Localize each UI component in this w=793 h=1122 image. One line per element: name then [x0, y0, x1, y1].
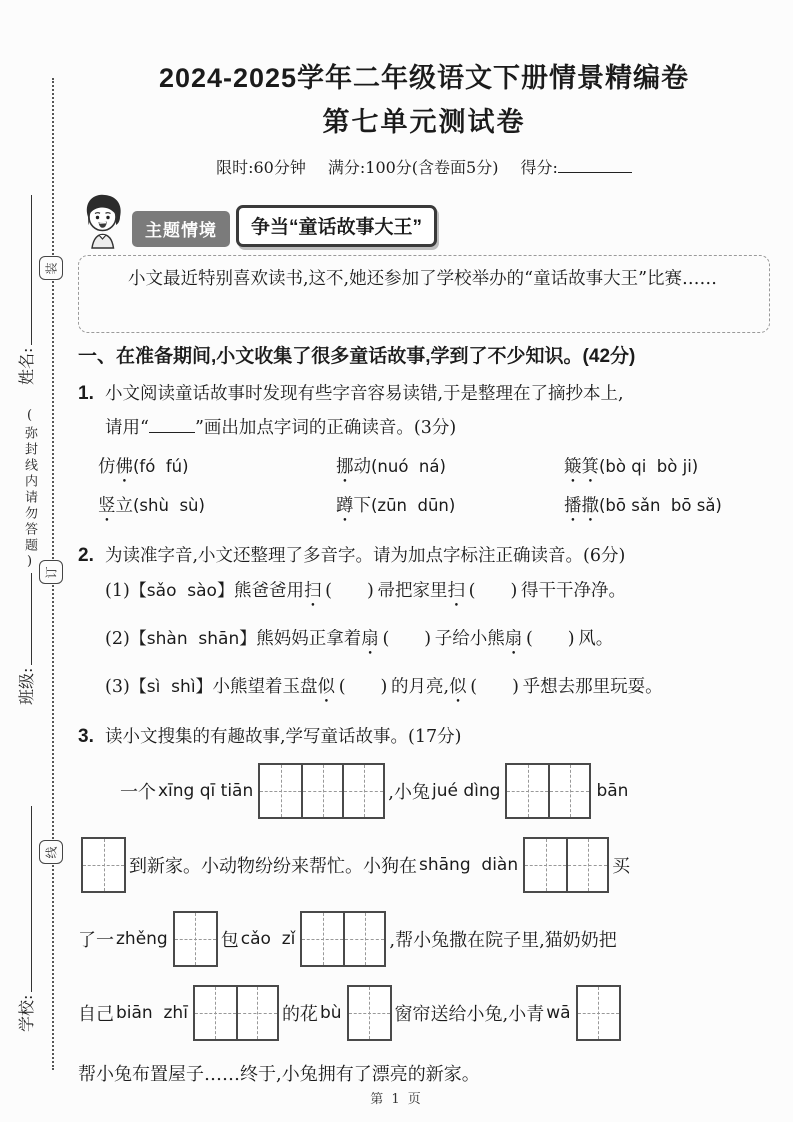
q3-text: 读小文搜集的有趣故事,学写童话故事。(17分) [105, 726, 462, 747]
name-write-line[interactable] [29, 195, 32, 345]
school-field [14, 806, 37, 1032]
q3-line-1: 一个 xīng qī tiān ,小兔 jué dìng bān [78, 762, 770, 820]
writing-grid[interactable] [300, 911, 386, 967]
writing-grid[interactable] [576, 985, 621, 1041]
q3-line-3: 了一 zhěng 包 cǎo zǐ ,帮小兔撒在院子里,猫奶奶把 [78, 910, 770, 968]
q1-text-line2-post: ”画出加点字词的正确读音。(3分) [194, 417, 457, 438]
stamp-xian: 线 [39, 840, 63, 864]
q1-item-nuodong: 挪动(nuó ná) [336, 456, 446, 477]
q2-text: 为读准字音,小文还整理了多音字。请为加点字标注正确读音。(6分) [105, 545, 626, 566]
q1-item-bosa: 播撒(bō sǎn bō sǎ) [564, 495, 722, 516]
writing-grid[interactable] [523, 837, 609, 893]
student-avatar-icon [78, 191, 128, 255]
q2-bracket-1: 【sǎo sào】 [129, 580, 234, 601]
q2-item-1: (1)【sǎo sào】熊爸爸用扫 ( ) 帚把家里扫 ( ) 得干干净净。 [105, 576, 770, 611]
theme-title: 争当“童话故事大王” [236, 205, 437, 247]
name-field [14, 195, 37, 385]
score-blank[interactable] [558, 156, 632, 173]
q1-item-boji: 簸箕(bò qi bò ji) [564, 456, 699, 477]
q1-item-fangfu: 仿佛(fó fú) [98, 456, 189, 477]
q2-bracket-2: 【shàn shān】 [129, 628, 257, 649]
class-write-line[interactable] [29, 573, 32, 665]
question-1 [78, 377, 770, 445]
time-limit-label: 限时:60分钟 [216, 157, 306, 177]
q2-answer-blank[interactable]: ( ) [325, 580, 374, 601]
name-field-label: 姓名: [17, 347, 36, 385]
q2-number: 2. [78, 544, 94, 566]
q2-answer-blank[interactable]: ( ) [468, 580, 518, 601]
q1-pinyin-nuodong[interactable]: (nuó ná) [371, 456, 446, 476]
school-write-line[interactable] [29, 806, 32, 992]
q3-line-2: 到新家。小动物纷纷来帮忙。小狗在 shāng diàn 买 [78, 836, 770, 894]
section-1-heading: 一、在准备期间,小文收集了很多童话故事,学到了不少知识。(42分) [78, 345, 636, 367]
q1-number: 1. [78, 382, 94, 404]
theme-intro-text: 小文最近特别喜欢读书,这不,她还参加了学校举办的“童话故事大王”比赛…… [128, 268, 718, 289]
stamp-zhuang: 装 [39, 256, 63, 280]
q1-options-row-1 [98, 448, 770, 487]
q3-line-4: 自己 biān zhī 的花 bù 窗帘送给小兔,小青 wā [78, 984, 770, 1042]
q1-item-dunxia: 蹲下(zūn dūn) [336, 495, 456, 516]
q2-answer-blank[interactable]: ( ) [525, 628, 575, 649]
q2-answer-blank[interactable]: ( ) [338, 676, 388, 697]
writing-grid[interactable] [81, 837, 126, 893]
q1-pinyin-shuli[interactable]: (shù sù) [133, 495, 205, 515]
score-label: 得分: [520, 157, 558, 177]
q1-pinyin-fangfu[interactable]: (fó fú) [133, 456, 189, 476]
q1-options [78, 448, 770, 526]
q2-item-3: (3)【sì shì】小熊望着玉盘似 ( ) 的月亮,似 ( ) 乎想去那里玩耍。 [105, 672, 770, 707]
q1-text-line1: 小文阅读童话故事时发现有些字音容易读错,于是整理在了摘抄本上, [105, 383, 624, 404]
q1-pinyin-boji[interactable]: (bò qi bò ji) [599, 456, 699, 476]
q2-sub-items [78, 576, 770, 707]
q2-item-2: (2)【shàn shān】熊妈妈正拿着扇 ( ) 子给小熊扇 ( ) 风。 [105, 624, 770, 659]
q1-options-row-2 [98, 487, 770, 526]
main-content [78, 60, 770, 1088]
theme-badge: 主题情境 [132, 211, 230, 247]
q1-text-line2-pre: 请用“ [105, 417, 149, 438]
q3-story-fill [78, 762, 770, 1088]
q3-number: 3. [78, 725, 94, 747]
theme-header [78, 195, 770, 253]
q1-pinyin-dunxia[interactable]: (zūn dūn) [371, 495, 456, 515]
writing-grid[interactable] [173, 911, 218, 967]
page-number: 第 1 页 [370, 1092, 423, 1107]
class-field [14, 573, 37, 705]
school-field-label: 学校: [17, 994, 36, 1032]
q2-answer-blank[interactable]: ( ) [470, 676, 519, 697]
theme-intro-box [78, 255, 770, 333]
exam-title: 2024-2025学年二年级语文下册情景精编卷 [158, 63, 690, 93]
stamp-ding: 订 [39, 560, 63, 584]
q3-line-5: 帮小兔布置屋子……终于,小兔拥有了漂亮的新家。 [78, 1063, 480, 1085]
q1-pinyin-bosa[interactable]: (bō sǎn bō sǎ) [599, 495, 722, 515]
question-2 [78, 539, 770, 573]
exam-info-line [78, 156, 770, 179]
seal-note-text: (弥封线内请勿答题) [22, 408, 37, 572]
q1-item-shuli: 竖立(shù sù) [98, 495, 205, 516]
question-3 [78, 720, 770, 754]
writing-grid[interactable] [347, 985, 392, 1041]
q2-bracket-3: 【sì shì】 [129, 676, 213, 697]
exam-subtitle: 第七单元测试卷 [322, 107, 526, 137]
q2-answer-blank[interactable]: ( ) [382, 628, 432, 649]
q1-underline-mark [149, 414, 195, 432]
full-score-label: 满分:100分(含卷面5分) [327, 157, 499, 177]
writing-grid[interactable] [258, 763, 385, 819]
writing-grid[interactable] [193, 985, 279, 1041]
class-field-label: 班级: [17, 667, 36, 705]
writing-grid[interactable] [505, 763, 591, 819]
